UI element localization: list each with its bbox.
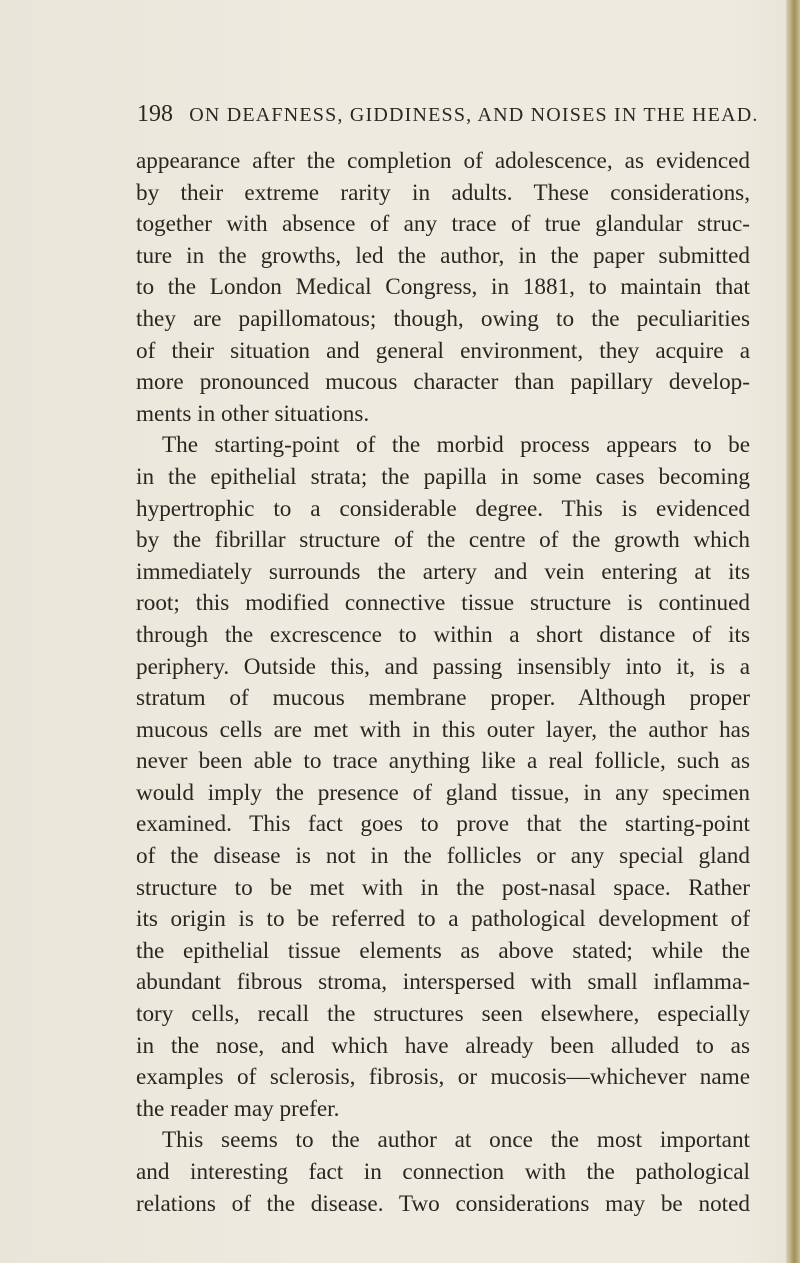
- text-line: relations of the disease. Two considerations may be noted: [136, 1190, 750, 1217]
- text-line: together with absence of any trace of true glandular struc-: [136, 211, 750, 238]
- text-line: by their extreme rarity in adults. These considerations,: [136, 179, 750, 206]
- body-text: [136, 146, 750, 1220]
- page-edge-shadow: [786, 0, 800, 1263]
- text-line: of the disease is not in the follicles or any special gland: [136, 843, 750, 870]
- running-header: [137, 101, 759, 128]
- text-line: mucous cells are met with in this outer layer, the author has: [136, 716, 750, 743]
- text-line: abundant fibrous stroma, interspersed with small inflamma-: [136, 969, 750, 996]
- text-line: through the excrescence to within a short distance of its: [136, 621, 750, 648]
- page-number: 198: [137, 101, 173, 127]
- text-line: immediately surrounds the artery and vein entering at its: [136, 558, 750, 585]
- text-line: and interesting fact in connection with the pathological: [136, 1159, 750, 1185]
- text-line: to the London Medical Congress, in 1881, to maintain that: [136, 274, 750, 301]
- text-line: would imply the presence of gland tissue, in any specimen: [136, 779, 750, 806]
- text-line: more pronounced mucous character than papillary develop-: [136, 369, 750, 396]
- text-line: structure to be met with in the post-nasal space. Rather: [136, 874, 750, 901]
- text-line: hypertrophic to a considerable degree. This is evidenced: [136, 495, 750, 522]
- running-title: ON DEAFNESS, GIDDINESS, AND NOISES IN THE HEAD.: [189, 104, 759, 126]
- text-line: in the nose, and which have already been alluded to as: [136, 1032, 750, 1059]
- text-line: examined. This fact goes to prove that the starting-point: [136, 811, 750, 838]
- text-line: The starting-point of the morbid process appears to be: [162, 432, 750, 459]
- text-line: stratum of mucous membrane proper. Although proper: [136, 685, 750, 712]
- text-line: appearance after the completion of adolescence, as evidenced: [136, 148, 750, 174]
- text-line: ments in other situations.: [136, 400, 370, 427]
- text-line: examples of sclerosis, fibrosis, or mucosis—whichever name: [136, 1064, 750, 1091]
- text-line: periphery. Outside this, and passing insensibly into it, is a: [136, 653, 750, 680]
- text-line: the reader may prefer.: [136, 1095, 340, 1122]
- text-line: by the fibrillar structure of the centre of the growth which: [136, 527, 750, 554]
- text-line: its origin is to be referred to a pathological development of: [136, 906, 750, 933]
- text-line: of their situation and general environment, they acquire a: [136, 337, 750, 364]
- text-line: in the epithelial strata; the papilla in some cases becoming: [136, 463, 750, 490]
- text-line: ture in the growths, led the author, in the paper submitted: [136, 242, 750, 269]
- text-line: never been able to trace anything like a real follicle, such as: [136, 748, 750, 775]
- text-line: the epithelial tissue elements as above stated; while the: [136, 937, 750, 964]
- text-line: This seems to the author at once the most important: [162, 1127, 750, 1154]
- text-line: tory cells, recall the structures seen elsewhere, especially: [136, 1001, 750, 1028]
- text-line: they are papillomatous; though, owing to the peculiarities: [136, 305, 750, 332]
- text-line: root; this modified connective tissue structure is continued: [136, 590, 750, 617]
